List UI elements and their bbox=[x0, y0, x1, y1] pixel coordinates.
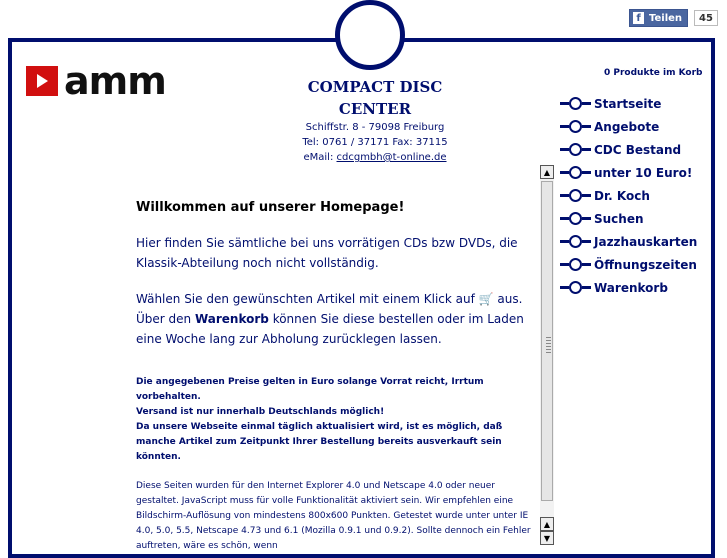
store-email-line bbox=[265, 150, 485, 165]
nav-item-label: CDC Bestand bbox=[594, 142, 682, 157]
store-title-line1: COMPACT DISC bbox=[307, 78, 443, 96]
nav-item-startseite[interactable] bbox=[560, 92, 697, 115]
main-content bbox=[136, 200, 536, 554]
warenkorb-word: Warenkorb bbox=[194, 312, 269, 326]
nav-item-dr-koch[interactable] bbox=[560, 184, 697, 207]
nav-item-label: Angebote bbox=[594, 119, 660, 134]
nav-item-angebote[interactable] bbox=[560, 115, 697, 138]
notice-update: Da unsere Webseite einmal täglich aktualisiert wird, ist es möglich, daß manche Artikel zum Zeitpunkt Ihrer Bestellung bereits ausverkauft sein könnten. bbox=[136, 422, 503, 462]
ring-bullet-icon bbox=[560, 212, 591, 225]
scroll-up-button-lower[interactable]: ▲ bbox=[540, 517, 554, 531]
cart-text-pre: Über den bbox=[136, 312, 195, 326]
ring-bullet-icon bbox=[560, 97, 591, 110]
nav-item-oeffnungszeiten[interactable] bbox=[560, 253, 697, 276]
scroll-track[interactable] bbox=[540, 179, 554, 517]
notice-shipping: Versand ist nur innerhalb Deutschlands möglich! bbox=[136, 407, 385, 417]
facebook-icon: f bbox=[633, 12, 644, 24]
play-icon bbox=[26, 66, 58, 96]
scroll-up-button[interactable]: ▲ bbox=[540, 165, 554, 179]
choose-text-pre: Wählen Sie den gewünschten Artikel mit einem Klick auf bbox=[136, 292, 479, 306]
notice-prices: Die angegebenen Preise gelten in Euro solange Vorrat reicht, Irrtum vorbehalten. bbox=[136, 377, 484, 402]
scroll-grip-icon bbox=[546, 337, 551, 353]
nav-item-label: Startseite bbox=[594, 96, 662, 111]
amm-logo[interactable] bbox=[26, 59, 166, 103]
cart-status[interactable]: 0 Produkte im Korb bbox=[604, 68, 703, 78]
nav-item-jazzhauskarten[interactable] bbox=[560, 230, 697, 253]
email-link[interactable]: cdcgmbh@t-online.de bbox=[336, 152, 447, 163]
content-scrollbar[interactable] bbox=[540, 165, 554, 541]
choose-text-post: aus. bbox=[493, 292, 523, 306]
main-navigation bbox=[560, 92, 697, 299]
ring-bullet-icon bbox=[560, 258, 591, 271]
scroll-down-button[interactable]: ▼ bbox=[540, 531, 554, 545]
notice-block bbox=[136, 375, 536, 465]
nav-item-warenkorb[interactable] bbox=[560, 276, 697, 299]
ring-bullet-icon bbox=[560, 166, 591, 179]
cart-icon: 🛒 bbox=[478, 292, 494, 306]
share-widget bbox=[629, 9, 718, 27]
nav-item-label: Jazzhauskarten bbox=[594, 234, 698, 249]
ring-bullet-icon bbox=[560, 189, 591, 202]
logo-text: amm bbox=[64, 59, 166, 103]
facebook-share-button[interactable] bbox=[629, 9, 688, 27]
tech-info-text: Diese Seiten wurden für den Internet Explorer 4.0 und Netscape 4.0 oder neuer gestaltet. JavaScript muss für volle Funktionalität aktiviert sein. Wir empfehlen eine Bildschirm-Auflösung von mindestens 800x600 Punkten. Getestet wurde unter unter IE 4.0, 5.0, 5.5, Netscape 4.73 und 6.1 (Mozilla 0.9.1 und 0.9.2). Sollte dennoch ein Fehler auftreten, wäre es schön, wenn bbox=[136, 481, 531, 551]
nav-item-label: Suchen bbox=[594, 211, 644, 226]
scroll-thumb[interactable] bbox=[541, 181, 553, 501]
instructions-text bbox=[136, 289, 536, 349]
ring-bullet-icon bbox=[560, 281, 591, 294]
store-phone: Tel: 0761 / 37171 Fax: 37115 bbox=[302, 137, 448, 148]
nav-item-label: Warenkorb bbox=[594, 280, 668, 295]
share-count: 45 bbox=[694, 10, 718, 26]
nav-item-label: unter 10 Euro! bbox=[594, 165, 693, 180]
store-header bbox=[265, 76, 485, 165]
header-circle-ornament bbox=[335, 0, 405, 70]
page-title: Willkommen auf unserer Homepage! bbox=[136, 200, 405, 215]
nav-item-label: Dr. Koch bbox=[594, 188, 650, 203]
cart-text-post: können Sie diese bestellen oder im Laden eine Woche lang zur Abholung zurücklegen lassen. bbox=[136, 312, 524, 346]
store-address: Schiffstr. 8 - 79098 Freiburg bbox=[305, 122, 445, 133]
nav-item-suchen[interactable] bbox=[560, 207, 697, 230]
nav-item-label: Öffnungszeiten bbox=[594, 257, 697, 272]
nav-item-unter-10-euro[interactable] bbox=[560, 161, 697, 184]
share-label: Teilen bbox=[649, 12, 683, 24]
nav-item-cdc-bestand[interactable] bbox=[560, 138, 697, 161]
intro-text: Hier finden Sie sämtliche bei uns vorrätigen CDs bzw DVDs, die Klassik-Abteilung noch nicht vollständig. bbox=[136, 236, 518, 270]
ring-bullet-icon bbox=[560, 143, 591, 156]
store-title-line2: CENTER bbox=[338, 100, 412, 118]
ring-bullet-icon bbox=[560, 235, 591, 248]
ring-bullet-icon bbox=[560, 120, 591, 133]
email-prefix: eMail: bbox=[303, 152, 337, 163]
